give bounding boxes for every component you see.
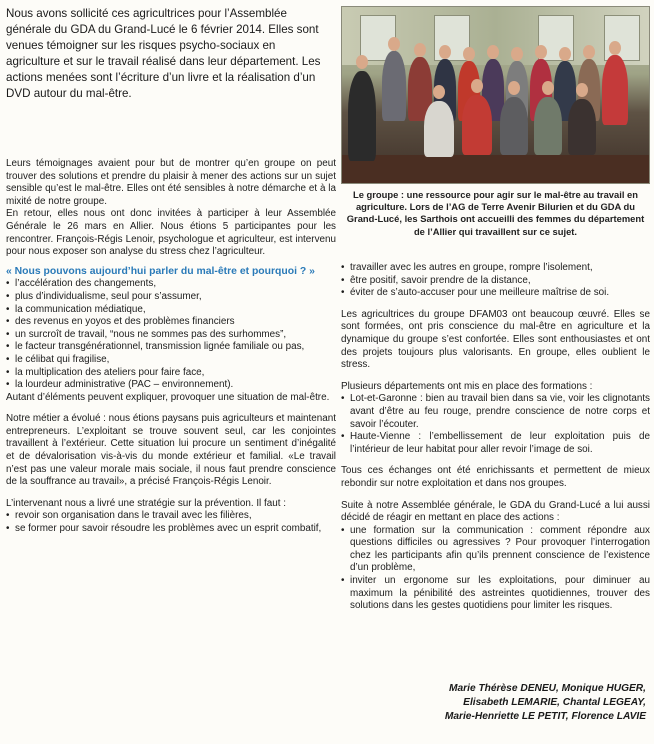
paragraph: Autant d’éléments peuvent expliquer, provoquer une situation de mal-être.	[6, 391, 330, 403]
left-column	[6, 158, 336, 536]
training-list	[341, 393, 650, 456]
list-item: • être positif, savoir prendre de la distance,	[341, 275, 650, 288]
list-item: • la multiplication des ateliers pour faire face,	[6, 367, 336, 380]
list-item: • des revenus en yoyos et des problèmes financiers	[6, 316, 336, 329]
signature-line: Marie-Henriette LE PETIT, Florence LAVIE	[444, 711, 646, 722]
list-item: • se former pour savoir résoudre les problèmes avec un esprit combatif,	[6, 523, 336, 536]
prevention-list	[6, 510, 336, 535]
photo-caption: Le groupe : une ressource pour agir sur le mal-être au travail en agriculture. Lors de l’AG de Terre Avenir Bilurien et du GDA du Grand-Lucé, les Sarthois ont accueilli des femmes du département de l’Allier qui travaillent sur ce sujet.	[346, 189, 645, 237]
group-photo	[341, 6, 650, 184]
list-item: • le facteur transgénérationnel, transmission lignée familiale ou pas,	[6, 341, 336, 354]
paragraph: Notre métier a évolué : nous étions paysans puis agriculteurs et maintenant entrepreneurs. L’exploitant se trouve souvent seul, car les conjointes travaillent à l’extérieur. Cette situation lui procure un sentiment d’inégalité et de dévalorisation vis-à-vis du monde extérieur et familial. «Le travail n’est pas une valeur morale mais sociale, il nous faut prendre conscience de la souffrance au travail», a précisé François-Régis Lenoir.	[6, 413, 336, 488]
paragraph: L’intervenant nous a livré une stratégie sur la prévention. Il faut :	[6, 497, 286, 509]
list-item: • Haute-Vienne : l’embellissement de leur exploitation puis de l’intérieur de leur habitat pour aller revoir l’image de soi.	[341, 431, 650, 456]
intro-paragraph: Nous avons sollicité ces agricultrices pour l’Assemblée générale du GDA du Grand-Lucé le 6 février 2014. Elles sont venues témoigner sur les risques psycho-sociaux en agriculture et sur le travail réalisé dans leur département. Les actions menées sont l’écriture d’un livre et la réalisation d’un DVD autour du mal-être.	[6, 7, 321, 100]
list-item: • éviter de s’auto-accuser pour une meilleure maîtrise de soi.	[341, 287, 650, 300]
paragraph: Leurs témoignages avaient pour but de montrer qu’en groupe on peut trouver des solutions et prendre du plaisir à mener des actions sur un sujet sensible qu’est le mal-être. Elles ont été sensibles à notre démarche et à la mixité de notre groupe.	[6, 158, 336, 207]
signature-line: Elisabeth LEMARIE, Chantal LEGEAY,	[463, 697, 646, 708]
list-item: • Lot-et-Garonne : bien au travail bien dans sa vie, voir les clignotants avant d’être au feu rouge, prendre conscience de notre corps et savoir l’écouter.	[341, 393, 650, 431]
list-item: • un surcroît de travail, “nous ne sommes pas des surhommes”,	[6, 329, 336, 342]
list-item: • revoir son organisation dans le travail avec les filières,	[6, 510, 336, 523]
section-quote-heading: « Nous pouvons aujourd’hui parler du mal-être et pourquoi ? »	[6, 265, 315, 277]
right-column	[341, 262, 650, 613]
author-signature	[346, 682, 646, 724]
list-item: • une formation sur la communication : comment répondre aux questions difficiles ou agressives ? Pour provoquer l’interrogation chez les participants afin qu’ils prennent conscience de l’existence d’un problème,	[341, 525, 650, 575]
list-item: • l’accélération des changements,	[6, 278, 336, 291]
prevention-list-continued	[341, 262, 650, 300]
paragraph: Les agricultrices du groupe DFAM03 ont beaucoup œuvré. Elles se sont formées, ont pris conscience du mal-être en agriculture et la dynamique du groupe s’est confortée. Elles sont enthousiastes et ont des projets toujours plus valorisants. En groupe, elles oublient le stress.	[341, 308, 650, 371]
paragraph: En retour, elles nous ont donc invitées à participer à leur Assemblée Générale le 26 mars en Allier. Nous étions 5 participantes pour les rencontrer. François-Régis Lenoir, psychologue et agriculteur, est intervenu pour nous exposer son analyse du stress chez l’agriculteur.	[6, 208, 336, 258]
paragraph: Plusieurs départements ont mis en place des formations :	[341, 380, 593, 392]
list-item: • travailler avec les autres en groupe, rompre l’isolement,	[341, 262, 650, 275]
list-item: • le célibat qui fragilise,	[6, 354, 336, 367]
paragraph: Suite à notre Assemblée générale, le GDA du Grand-Lucé a lui aussi décidé de réagir en mettant en place des actions :	[341, 499, 650, 524]
paragraph: Tous ces échanges ont été enrichissants et permettent de mieux rebondir sur notre exploitation et dans nos groupes.	[341, 465, 650, 489]
list-item: • la communication médiatique,	[6, 304, 336, 317]
list-item: • plus d’individualisme, seul pour s’assumer,	[6, 291, 336, 304]
causes-list	[6, 278, 336, 391]
list-item: • inviter un ergonome sur les exploitations, pour diminuer au maximum la pénibilité des astreintes quotidiennes, trouver des solutions dans les gestes quotidiens pour limiter les risques.	[341, 575, 650, 613]
actions-list	[341, 525, 650, 613]
list-item: • la lourdeur administrative (PAC – environnement).	[6, 379, 336, 392]
signature-line: Marie Thérèse DENEU, Monique HUGER,	[449, 683, 646, 694]
